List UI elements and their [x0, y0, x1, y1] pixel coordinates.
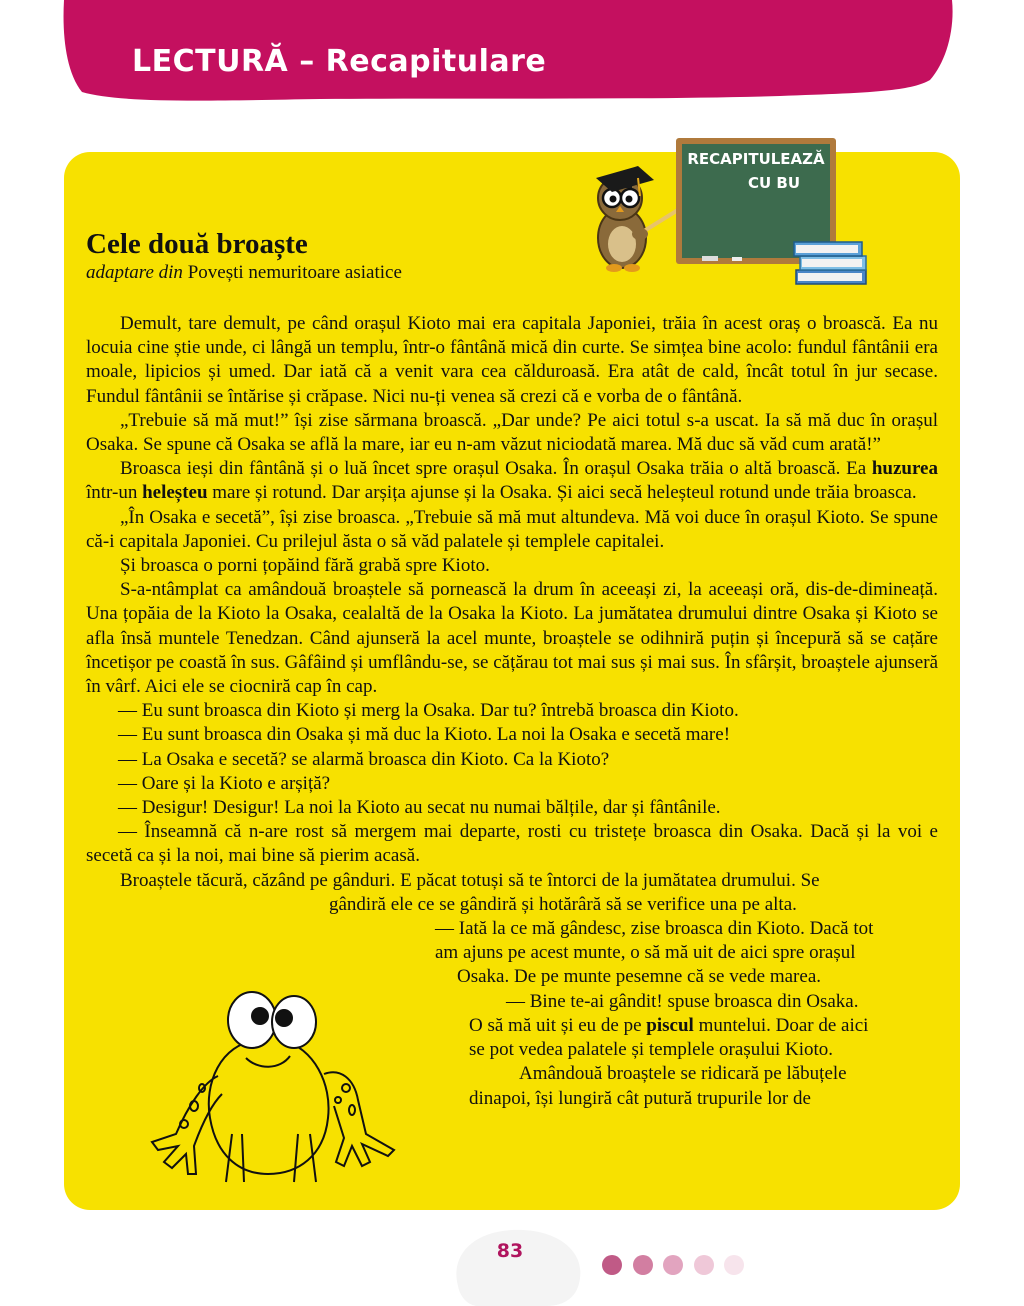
dialogue-7-line-1: — Iată la ce mă gândesc, zise broasca din Kioto. Dacă tot: [435, 918, 874, 940]
badge-line-1: RECAPITULEAZĂ: [687, 150, 825, 168]
pagination-dot-5: [724, 1255, 744, 1275]
subtitle-prefix: adaptare din: [86, 262, 183, 283]
p3-text-c: într-un: [86, 482, 143, 504]
paragraph-3: [86, 457, 938, 505]
p3-text-d: mare și rotund. Dar arșița ajunse și la Osaka. Și aici secă heleșteul rotund unde trăia broasca.: [207, 482, 917, 504]
page-number-blob: [446, 1226, 588, 1306]
keyword-huzurea: huzurea: [871, 458, 938, 480]
story-text: [86, 312, 938, 1111]
keyword-helesteu: heleșteu: [142, 482, 208, 504]
paragraph-7-line-1: Broaștele tăcură, căzând pe gânduri. E păcat totuși să te întorci de la jumătatea drumului. Se: [120, 869, 820, 891]
paragraph-2: „Trebuie să mă mut!” își zise sărmana broască. „Dar unde? Pe aici totul s-a uscat. Ia să mă duc în orașul Osaka. Se spune că Osaka se află la mare, iar eu n-am văzut niciodată marea. Mă duc să văd cum arată!”: [86, 409, 938, 456]
paragraph-1: Demult, tare demult, pe când orașul Kioto mai era capitala Japoniei, trăia în acest oraș o broască. Ea nu locuia cine știe unde, ci lângă un templu, într-o fântână mică din curte. Se simțea bine acolo: fundul fântânii era moale, lipicios și umed. Dar iată că a venit vara cea călduroasă. Era atât de cald, încât totul în jur secase. Fundul fântânii se întărise și crăpase. Nici nu-ți venea să crezi că e vorba de o fântână.: [86, 313, 938, 407]
dialogue-4: — Oare și la Kioto e arșiță?: [118, 772, 331, 794]
paragraph-9-line-1: Amândouă broaștele se ridicară pe lăbuțele: [519, 1063, 847, 1085]
dialogue-8-line-2: [86, 1014, 938, 1038]
d8-text-a: O să mă uit și eu de pe: [469, 1014, 647, 1036]
pagination-dot-3: [663, 1255, 683, 1275]
dialogue-8-line-3: se pot vedea palatele și templele orașului Kioto.: [469, 1039, 834, 1061]
dialogue-3: — La Osaka e secetă? se alarmă broasca din Kioto. Ca la Kioto?: [118, 748, 610, 770]
badge-line-2: CU BU: [747, 174, 801, 192]
dialogue-7-line-2: am ajuns pe acest munte, o să mă uit de aici spre orașul: [435, 942, 856, 964]
paragraph-4: „În Osaka e secetă”, își zise broasca. „Trebuie să mă mut altundeva. Mă voi duce în orașul Kioto. Se spune că-i capitala Japoniei. Cu prilejul ăsta o să văd palatele și templele capitalei.: [86, 506, 938, 552]
page-header-title: LECTURĂ – Recapitulare: [132, 44, 547, 79]
paragraph-6: S-a-ntâmplat ca amândouă broaștele să pornească la drum în aceeași zi, la aceeași oră, dis-de-dimineață. Una țopăia de la Kioto la Osaka, cealaltă de la Osaka la Kioto. La jumătatea drumului dintre Osaka și Kioto se afla însă muntele Tenedzan. Când ajunseră la acel munte, broaștele se odihniră puțin și începură să se cațăre încetișor pe coastă în sus. Gâfâind și umflându-se, se cățărau tot mai sus și mai sus. În sfârșit, broaștele ajunseră în vârf. Aici ele se ciocniră cap în cap.: [86, 579, 938, 698]
paragraph-9-line-2: dinapoi, își lungiră cât putură trupurile lor de: [469, 1087, 811, 1109]
subtitle-source: Povești nemuritoare asiatice: [182, 262, 402, 283]
dialogue-6: — Înseamnă că n-are rost să mergem mai departe, rosti cu tristețe broasca din Osaka. Dacă și la voi e secetă ca și la noi, mai bine să pierim acasă.: [86, 821, 938, 867]
story-subtitle: [86, 262, 402, 284]
dialogue-2: — Eu sunt broasca din Osaka și mă duc la Kioto. La noi la Osaka e secetă mare!: [118, 724, 731, 746]
dialogue-5: — Desigur! Desigur! La noi la Kioto au secat nu numai bălțile, dar și fântânile.: [118, 797, 721, 819]
keyword-piscul: piscul: [646, 1014, 694, 1036]
pagination-dot-1: [602, 1255, 622, 1275]
dialogue-7-line-3: Osaka. De pe munte pesemne că se vede marea.: [457, 966, 821, 988]
page-number: 83: [496, 1240, 524, 1262]
dialogue-1: — Eu sunt broasca din Kioto și merg la Osaka. Dar tu? întrebă broasca din Kioto.: [118, 700, 739, 722]
pagination-dot-4: [694, 1255, 714, 1275]
paragraph-5: Și broasca o porni țopăind fără grabă spre Kioto.: [120, 555, 490, 577]
d8-text-c: muntelui. Doar de aici: [693, 1014, 869, 1036]
p3-text-a: Broasca ieși din fântână și o luă încet spre orașul Osaka. În orașul Osaka trăia o altă broască. Ea: [120, 458, 872, 480]
paragraph-7-line-2: gândiră ele ce se gândiră și hotărâră să se verifice una pe alta.: [329, 893, 797, 915]
book-stack-illustration: [790, 234, 872, 290]
dialogue-8-line-1: — Bine te-ai gândit! spuse broasca din Osaka.: [506, 990, 859, 1012]
story-title: Cele două broaște: [86, 228, 308, 260]
pagination-dot-2: [633, 1255, 653, 1275]
